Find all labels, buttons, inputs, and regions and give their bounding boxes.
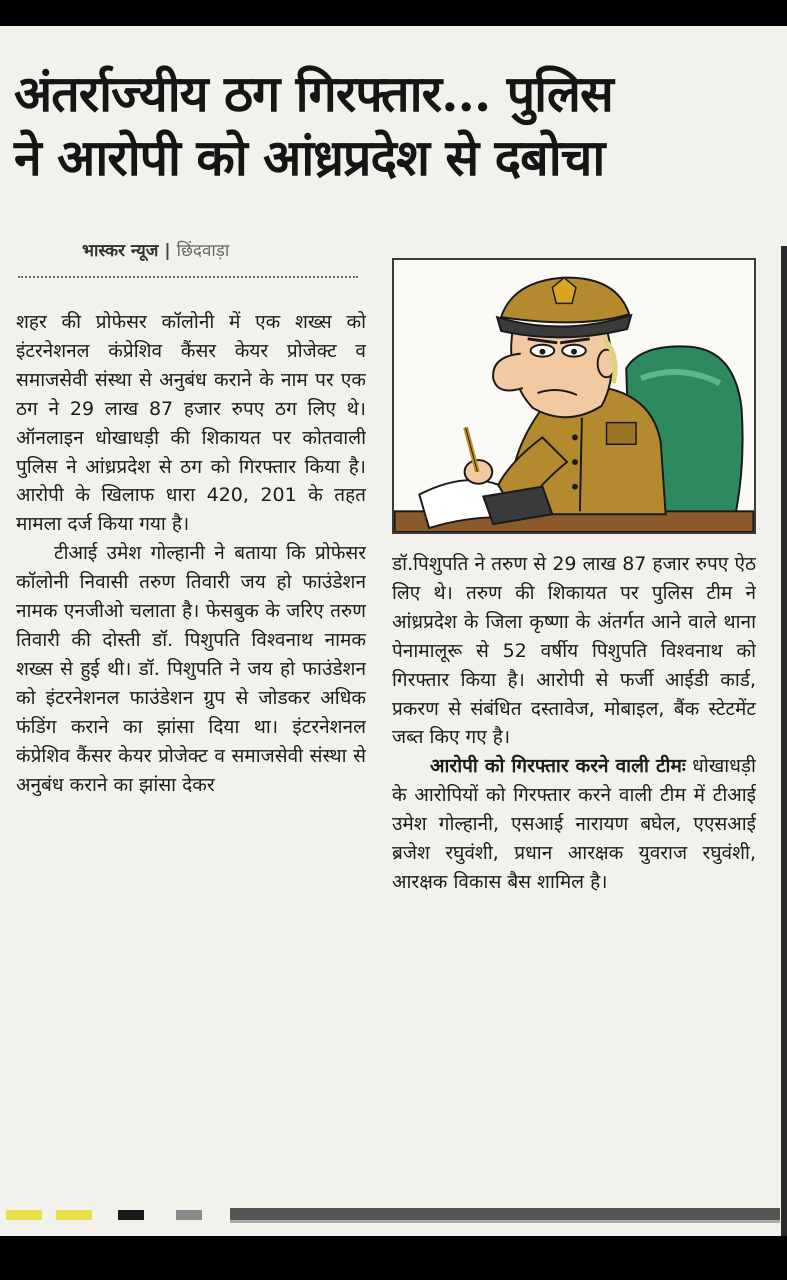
bottom-color-strip: [0, 1196, 787, 1236]
police-officer-illustration: [394, 260, 754, 532]
byline-city: छिंदवाड़ा: [176, 241, 230, 261]
byline-separator: |: [164, 241, 171, 261]
headline-line-1: अंतर्राज्यीय ठग गिरफ्तार... पुलिस: [14, 64, 613, 123]
left-paragraph-2: टीआई उमेश गोल्हानी ने बताया कि प्रोफेसर कॉलोनी निवासी तरुण तिवारी जय हो फाउंडेशन नामक एनजीओ चलाता है। फेसबुक के जरिए तरुण तिवारी की दोस्ती डॉ. पिशुपति विश्वनाथ नामक शख्स से हुई थी। डॉ. पिशुपति ने जय हो फाउंडेशन को इंटरनेशनल फाउंडेशन ग्रुप से जोडकर अधिक फंडिंग कराने का झांसा दिया था। इंटरनेशनल कंप्रेशिव कैंसर केयर प्रोजेक्ट व समाजसेवी संस्था से अनुबंध कराने का झांसा देकर: [16, 542, 366, 796]
right-paragraph-2: [392, 752, 756, 897]
police-officer-cartoon: [392, 258, 756, 534]
right-column: [392, 550, 756, 1220]
byline-source: भास्कर न्यूज: [82, 241, 159, 261]
left-column: [16, 308, 366, 1228]
dotted-divider: [18, 276, 358, 278]
headline-line-2: ने आरोपी को आंध्रप्रदेश से दबोचा: [14, 128, 605, 187]
left-paragraph-1: शहर की प्रोफेसर कॉलोनी में एक शख्स को इंटरनेशनल कंप्रेशिव कैंसर केयर प्रोजेक्ट व समाजसेवी संस्था से अनुबंध कराने के नाम पर एक ठग ने 29 लाख 87 हजार रुपए ठग लिए थे। ऑनलाइन धोखाधड़ी की शिकायत पर कोतवाली पुलिस ने आंध्रप्रदेश से ठग को गिरफ्तार किया है। आरोपी के खिलाफ धारा 420, 201 के तहत मामला दर्ज किया गया है।: [16, 311, 366, 536]
page-edge-rule: [781, 246, 787, 1236]
right-paragraph-1: डॉ.पिशुपति ने तरुण से 29 लाख 87 हजार रुपए ऐठ लिए थे। तरुण की शिकायत पर पुलिस टीम ने आंध्रप्रदेश के जिला कृष्णा के अंतर्गत आने वाले थाना पेनामालूरू से 52 वर्षीय पिशुपति विश्वनाथ को गिरफ्तार किया है। आरोपी से फर्जी आईडी कार्ड, प्रकरण से संबंधित दस्तावेज, मोबाइल, बैंक स्टेटमेंट जब्त किए गए है।: [392, 553, 756, 749]
team-subhead: आरोपी को गिरफ्तार करने वाली टीमः: [430, 755, 686, 778]
byline: [82, 238, 229, 261]
team-text: धोखाधड़ी के आरोपियों को गिरफ्तार करने वाली टीम में टीआई उमेश गोल्हानी, एसआई नारायण बघेल, एएसआई ब्रजेश रघुवंशी, प्रधान आरक्षक युवराज रघुवंशी, आरक्षक विकास बैस शामिल है।: [392, 755, 756, 893]
newspaper-clipping: [0, 26, 787, 1236]
headline: [14, 62, 774, 190]
